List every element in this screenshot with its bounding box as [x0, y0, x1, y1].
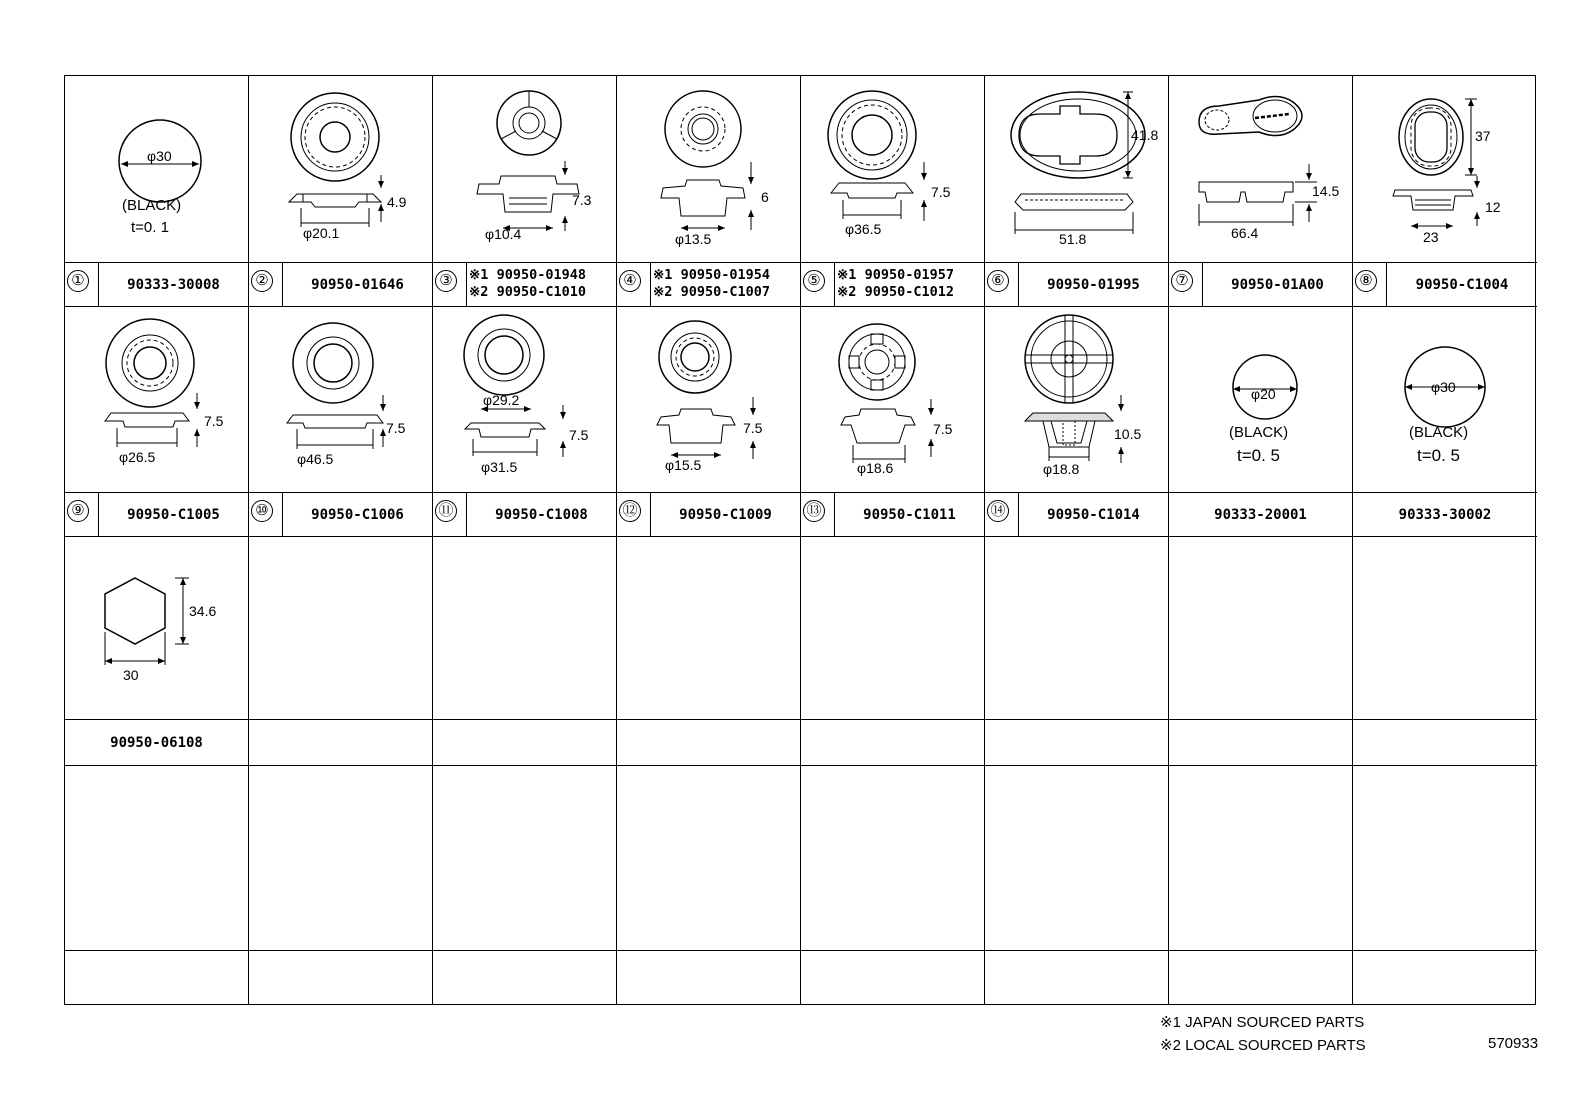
footnotes: [1160, 1011, 1366, 1057]
part-number: 90950-C1014: [1047, 506, 1140, 523]
empty-cell: [249, 951, 433, 1004]
part-number-local: ※2 90950-C1007: [653, 284, 770, 300]
empty-cell: [617, 720, 801, 766]
dim-text: φ30: [147, 148, 172, 164]
part-number-local: ※2 90950-C1010: [469, 284, 586, 300]
dim-text: 30: [123, 667, 139, 683]
part-10-drawing: [249, 307, 433, 493]
footnote-japan: ※1 JAPAN SOURCED PARTS: [1160, 1014, 1365, 1031]
dim-text: 34.6: [189, 603, 217, 619]
part-number: 90950-C1005: [127, 506, 220, 523]
part-index: ⑬: [803, 500, 825, 522]
empty-cell: [65, 766, 249, 951]
part-index: ③: [435, 270, 457, 292]
part-number-local: ※2 90950-C1012: [837, 284, 954, 300]
part-2-number-cell: [249, 263, 433, 307]
dim-text: 12: [1485, 199, 1501, 215]
dim-text: 41.8: [1131, 127, 1159, 143]
part-8-drawing: [1353, 76, 1537, 263]
part-13-number-cell: [801, 493, 985, 537]
dim-text: 7.5: [743, 420, 763, 436]
part-10-number-cell: [249, 493, 433, 537]
empty-cell: [1169, 720, 1353, 766]
part-number: 90950-C1004: [1415, 276, 1509, 293]
part-number-japan: ※1 90950-01957: [837, 267, 954, 283]
dim-text: φ26.5: [119, 449, 156, 465]
dim-text: 66.4: [1231, 225, 1259, 241]
empty-cell: [985, 766, 1169, 951]
dim-text: φ18.8: [1043, 461, 1080, 477]
part-number: 90333-20001: [1214, 506, 1307, 523]
part-number: 90950-06108: [110, 734, 203, 751]
parts-chart: [64, 75, 1536, 1005]
empty-cell: [249, 537, 433, 720]
color-note: (BLACK): [1409, 424, 1469, 441]
empty-cell: [433, 766, 617, 951]
part-5-drawing: [801, 76, 985, 263]
dim-text: φ10.4: [485, 226, 522, 242]
dim-text: 7.5: [933, 421, 953, 437]
empty-cell: [249, 720, 433, 766]
dim-text: φ13.5: [675, 231, 712, 247]
part-index: ②: [251, 270, 273, 292]
dim-text: φ15.5: [665, 457, 702, 473]
empty-cell: [1169, 951, 1353, 1004]
reference-number: 570933: [1488, 1035, 1539, 1052]
part-number: 90950-C1011: [863, 506, 956, 523]
dim-text: 14.5: [1312, 183, 1340, 199]
footnote-local: ※2 LOCAL SOURCED PARTS: [1160, 1037, 1366, 1054]
part-4-number-cell: [617, 263, 801, 307]
part-number: 90333-30008: [127, 276, 220, 293]
dim-text: φ36.5: [845, 221, 882, 237]
part-3-number-cell: [433, 263, 617, 307]
part-index: ⑭: [987, 500, 1009, 522]
empty-cell: [433, 951, 617, 1004]
dim-text: φ31.5: [481, 459, 518, 475]
empty-cell: [433, 537, 617, 720]
part-number-japan: ※1 90950-01948: [469, 267, 586, 283]
part-12-drawing: [617, 307, 801, 493]
part-14-drawing: [985, 307, 1169, 493]
part-number: 90950-C1006: [311, 506, 404, 523]
part-4-drawing: [617, 76, 801, 263]
empty-cell: [1353, 951, 1537, 1004]
empty-cell: [1353, 766, 1537, 951]
empty-cell: [1169, 766, 1353, 951]
part-5-number-cell: [801, 263, 985, 307]
part-15-number-cell: [1169, 493, 1353, 537]
part-9-drawing: [65, 307, 249, 493]
empty-cell: [617, 766, 801, 951]
part-number: 90333-30002: [1398, 506, 1492, 523]
dim-text: 7.3: [572, 192, 592, 208]
part-13-drawing: [801, 307, 985, 493]
dim-text: 7.5: [204, 413, 224, 429]
part-15-drawing: [1169, 307, 1353, 493]
part-2-drawing: [249, 76, 433, 263]
part-index: ①: [67, 270, 89, 292]
part-17-number-cell: [65, 720, 249, 766]
dim-text: φ18.6: [857, 460, 894, 476]
empty-cell: [1353, 720, 1537, 766]
part-9-number-cell: [65, 493, 249, 537]
thickness-note: t=0. 1: [131, 219, 169, 236]
part-16-number-cell: [1353, 493, 1537, 537]
part-7-number-cell: [1169, 263, 1353, 307]
part-number: 90950-01A00: [1231, 276, 1324, 293]
part-number: 90950-C1008: [495, 506, 588, 523]
part-8-number-cell: [1353, 263, 1537, 307]
part-12-number-cell: [617, 493, 801, 537]
empty-cell: [617, 537, 801, 720]
empty-cell: [433, 720, 617, 766]
dim-text: φ29.2: [483, 392, 520, 408]
dim-text: 37: [1475, 128, 1491, 144]
empty-cell: [801, 720, 985, 766]
dim-text: φ20: [1251, 386, 1276, 402]
empty-cell: [801, 766, 985, 951]
empty-cell: [617, 951, 801, 1004]
part-index: ⑥: [987, 270, 1009, 292]
part-index: ⑦: [1171, 270, 1193, 292]
color-note: (BLACK): [122, 197, 182, 214]
part-1-number-cell: [65, 263, 249, 307]
part-6-number-cell: [985, 263, 1169, 307]
part-index: ⑪: [435, 500, 457, 522]
part-number: 90950-C1009: [679, 506, 772, 523]
dim-text: 7.5: [386, 420, 406, 436]
part-index: ⑧: [1355, 270, 1377, 292]
part-16-drawing: [1353, 307, 1537, 493]
part-index: ⑩: [251, 500, 273, 522]
part-11-drawing: [433, 307, 617, 493]
empty-cell: [1169, 537, 1353, 720]
thickness-note: t=0. 5: [1237, 446, 1281, 465]
part-1-drawing: [65, 76, 249, 263]
dim-text: 6: [761, 189, 769, 205]
empty-cell: [801, 537, 985, 720]
part-index: ⑨: [67, 500, 89, 522]
empty-cell: [985, 951, 1169, 1004]
dim-text: 4.9: [387, 194, 407, 210]
part-number-japan: ※1 90950-01954: [653, 267, 770, 283]
part-3-drawing: [433, 76, 617, 263]
empty-cell: [985, 537, 1169, 720]
dim-text: 23: [1423, 229, 1439, 245]
part-index: ⑤: [803, 270, 825, 292]
dim-text: 10.5: [1114, 426, 1142, 442]
dim-text: φ20.1: [303, 225, 340, 241]
dim-text: 7.5: [931, 184, 951, 200]
part-number: 90950-01646: [311, 276, 404, 293]
empty-cell: [65, 951, 249, 1004]
dim-text: φ46.5: [297, 451, 334, 467]
dim-text: φ30: [1431, 379, 1456, 395]
part-14-number-cell: [985, 493, 1169, 537]
empty-cell: [985, 720, 1169, 766]
dim-text: 51.8: [1059, 231, 1087, 247]
part-6-drawing: [985, 76, 1169, 263]
part-index: ④: [619, 270, 641, 292]
dim-text: 7.5: [569, 427, 589, 443]
empty-cell: [249, 766, 433, 951]
part-index: ⑫: [619, 500, 641, 522]
part-11-number-cell: [433, 493, 617, 537]
part-number: 90950-01995: [1047, 276, 1140, 293]
part-17-drawing: [65, 537, 249, 720]
empty-cell: [801, 951, 985, 1004]
part-7-drawing: [1169, 76, 1353, 263]
thickness-note: t=0. 5: [1417, 446, 1461, 465]
empty-cell: [1353, 537, 1537, 720]
color-note: (BLACK): [1229, 424, 1289, 441]
